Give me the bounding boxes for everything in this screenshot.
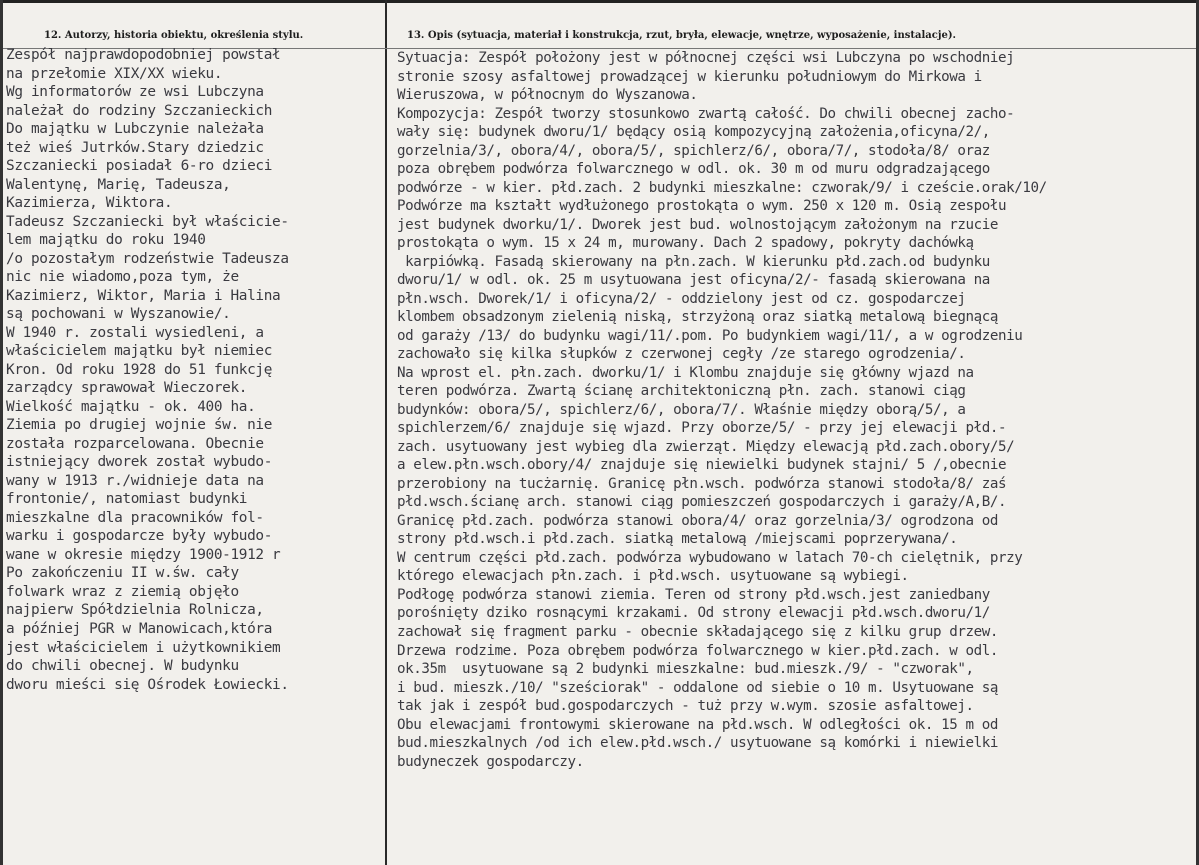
history-text-line: zarządcy sprawował Wieczorek. xyxy=(6,380,248,397)
description-text-line: a elew.płn.wsch.obory/4/ znajduje się niewielki budynek stajni/ 5 /,obecnie xyxy=(397,457,1007,474)
history-text-line: frontonie/, natomiast budynki xyxy=(6,491,248,508)
description-text-line: stronie szosy asfaltowej prowadzącej w kierunku południowym do Mirkowa i xyxy=(397,68,982,85)
history-text-line: W 1940 r. zostali wysiedleni, a xyxy=(6,324,264,341)
description-text-line: Drzewa rodzime. Poza obrębem podwórza folwarcznego w kier.płd.zach. w odl. xyxy=(397,642,998,659)
history-text-line: Walentynę, Marię, Tadeusza, xyxy=(6,176,231,193)
description-text-line: wały się: budynek dworu/1/ będący osią kompozycyjną założenia,oficyna/2/, xyxy=(397,124,990,141)
description-text-line: klombem obsadzonym zielenią niską, strzyżoną oraz siatką metalową biegnącą xyxy=(397,309,998,326)
history-text-line: jest właścicielem i użytkownikiem xyxy=(6,639,281,656)
description-text-line: porośnięty dziko rosnącymi krzakami. Od strony elewacji płd.wsch.dworu/1/ xyxy=(397,605,990,622)
history-text-line: nic nie wiadomo,poza tym, że xyxy=(6,269,239,286)
description-text-line: Kompozycja: Zespół tworzy stosunkowo zwartą całość. Do chwili obecnej zacho- xyxy=(397,105,1015,122)
description-text-line: ok.35m usytuowane są 2 budynki mieszkalne: bud.mieszk./9/ - "czworak", xyxy=(397,661,974,678)
description-text-line: przerobiony na tucżarnię. Granicę płn.wsch. podwórza stanowi stodoła/8/ zaś xyxy=(397,475,1007,492)
history-text-line: Do majątku w Lubczynie należała xyxy=(6,121,264,138)
history-text-line: mieszkalne dla pracowników fol- xyxy=(6,509,264,526)
description-text-line: strony płd.wsch.i płd.zach. siatką metalową /miejscami poprzerywana/. xyxy=(397,531,958,548)
history-text-line: /o pozostałym rodzeństwie Tadeusza xyxy=(6,250,289,267)
description-text-line: Na wprost el. płn.zach. dworku/1/ i Klombu znajduje się główny wjazd na xyxy=(397,364,974,381)
history-text-line: najpierw Spółdzielnia Rolnicza, xyxy=(6,602,264,619)
frame-left-border xyxy=(0,0,3,865)
description-text-line: którego elewacjach płn.zach. i płd.wsch. usytuowane są wybiegi. xyxy=(397,568,909,585)
history-text-line: a później PGR w Manowicach,która xyxy=(6,620,273,637)
history-text-line: Po zakończeniu II w.św. cały xyxy=(6,565,239,582)
description-text-line: Granicę płd.zach. podwórza stanowi obora/4/ oraz gorzelnia/3/ ogrodzona od xyxy=(397,512,998,529)
frame-top-border xyxy=(0,0,1199,3)
description-text-line: zachowało się kilka słupków z czerwonej cegły /ze starego ogrodzenia/. xyxy=(397,346,966,363)
history-text-column xyxy=(6,46,289,694)
description-text-line: bud.mieszkalnych /od ich elew.płd.wsch./ usytuowane są komórki i niewielki xyxy=(397,735,998,752)
description-text-line: i bud. mieszk./10/ "sześciorak" - oddalone od siebie o 10 m. Usytuowane są xyxy=(397,679,998,696)
history-text-line: wany w 1913 r./widnieje data na xyxy=(6,472,264,489)
history-text-line: należał do rodziny Szczanieckich xyxy=(6,102,273,119)
history-text-line: wane w okresie między 1900-1912 r xyxy=(6,546,281,563)
description-text-line: Podwórze ma kształt wydłużonego prostokąta o wym. 250 x 120 m. Osią zespołu xyxy=(397,198,1007,215)
description-text-line: W centrum części płd.zach. podwórza wybudowano w latach 70-ch cielętnik, przy xyxy=(397,549,1023,566)
description-text-line: tak jak i zespół bud.gospodarczych - tuż przy w.wym. szosie asfaltowej. xyxy=(397,698,974,715)
history-text-line: Zespół najprawdopodobniej powstał xyxy=(6,47,281,63)
description-text-line: od garaży /13/ do budynku wagi/11/.pom. Po budynkiem wagi/11/, a w ogrodzeniu xyxy=(397,327,1023,344)
description-text-line: zach. usytuowany jest wybieg dla zwierząt. Między elewacją płd.zach.obory/5/ xyxy=(397,438,1015,455)
history-text-line: Kazimierz, Wiktor, Maria i Halina xyxy=(6,287,281,304)
history-text-line: istniejący dworek został wybudo- xyxy=(6,454,273,471)
history-text-line: na przełomie XIX/XX wieku. xyxy=(6,65,223,82)
description-text-line: płd.wsch.ścianę arch. stanowi ciąg pomieszczeń gospodarczych i garaży/A,B/. xyxy=(397,494,1007,511)
history-text-line: właścicielem majątku był niemiec xyxy=(6,343,273,360)
description-text-line: budyneczek gospodarczy. xyxy=(397,753,584,770)
history-text-line: Kazimierza, Wiktora. xyxy=(6,195,173,212)
description-text-line: płn.wsch. Dworek/1/ i oficyna/2/ - oddzielony jest od cz. gospodarczej xyxy=(397,290,966,307)
description-text-line: dworu/1/ w odl. ok. 25 m usytuowana jest oficyna/2/- fasadą skierowana na xyxy=(397,272,990,289)
history-text-line: też wieś Jutrków.Stary dziedzic xyxy=(6,139,264,156)
description-text-line: karpiówką. Fasadą skierowany na płn.zach. W kierunku płd.zach.od budynku xyxy=(397,253,990,270)
column-divider xyxy=(385,0,387,865)
description-text-line: prostokąta o wym. 15 x 24 m, murowany. Dach 2 spadowy, pokryty dachówką xyxy=(397,235,974,252)
description-text-line: jest budynek dworku/1/. Dworek jest bud. wolnostojącym założonym na rzucie xyxy=(397,216,998,233)
description-text-line: budynków: obora/5/, spichlerz/6/, obora/7/. Właśnie między oborą/5/, a xyxy=(397,401,966,418)
history-text-line: lem majątku do roku 1940 xyxy=(6,232,206,249)
history-text-line: Tadeusz Szczaniecki był właściciе- xyxy=(6,213,289,230)
history-text-line: Ziemia po drugiej wojnie św. nie xyxy=(6,417,273,434)
description-text-line: teren podwórza. Zwartą ścianę architektoniczną płn. zach. stanowi ciąg xyxy=(397,383,966,400)
description-text-line: podwórze - w kier. płd.zach. 2 budynki mieszkalne: czworak/9/ i czeście.orak/10/ xyxy=(397,179,1047,196)
description-text-line: spichlerzem/6/ znajduje się wjazd. Przy oborze/5/ - przy jej elewacji płd.- xyxy=(397,420,1007,437)
description-text-line: gorzelnia/3/, obora/4/, obora/5/, spichlerz/6/, obora/7/, stodoła/8/ oraz xyxy=(397,142,990,159)
history-text-line: są pochowani w Wyszanowie/. xyxy=(6,306,231,323)
description-text-line: Sytuacja: Zespół położony jest w północnej części wsi Lubczyna po wschodniej xyxy=(397,50,1015,66)
history-text-line: folwark wraz z ziemią objęło xyxy=(6,583,239,600)
history-text-line: dworu mieści się Ośrodek Łowiecki. xyxy=(6,676,289,693)
section-12-header: 12. Autorzy, historia obiektu, określenia stylu. xyxy=(44,30,304,41)
history-text-line: do chwili obecnej. W budynku xyxy=(6,658,239,675)
history-text-line: Szczaniecki posiadał 6-ro dzieci xyxy=(6,158,273,175)
description-text-column xyxy=(397,49,1047,771)
history-text-line: Wg informatorów ze wsi Lubczyna xyxy=(6,84,264,101)
history-text-line: Wielkość majątku - ok. 400 ha. xyxy=(6,398,256,415)
description-text-line: Wieruszowa, w północnym do Wyszanowa. xyxy=(397,87,698,104)
description-text-line: Obu elewacjami frontowymi skierowane na płd.wsch. W odległości ok. 15 m od xyxy=(397,716,998,733)
history-text-line: Kron. Od roku 1928 do 51 funkcję xyxy=(6,361,273,378)
description-text-line: Podłogę podwórza stanowi ziemia. Teren od strony płd.wsch.jest zaniedbany xyxy=(397,586,990,603)
history-text-line: została rozparcelowana. Obecnie xyxy=(6,435,264,452)
history-text-line: warku i gospodarcze były wybudo- xyxy=(6,528,273,545)
section-13-header: 13. Opis (sytuacja, materiał i konstrukcja, rzut, bryła, elewacje, wnętrze, wyposażenie, instalacje). xyxy=(407,30,957,41)
description-text-line: poza obrębem podwórza folwarcznego w odl. ok. 30 m od muru odgradzającego xyxy=(397,161,990,178)
description-text-line: zachował się fragment parku - obecnie składającego się z kilku grup drzew. xyxy=(397,623,998,640)
